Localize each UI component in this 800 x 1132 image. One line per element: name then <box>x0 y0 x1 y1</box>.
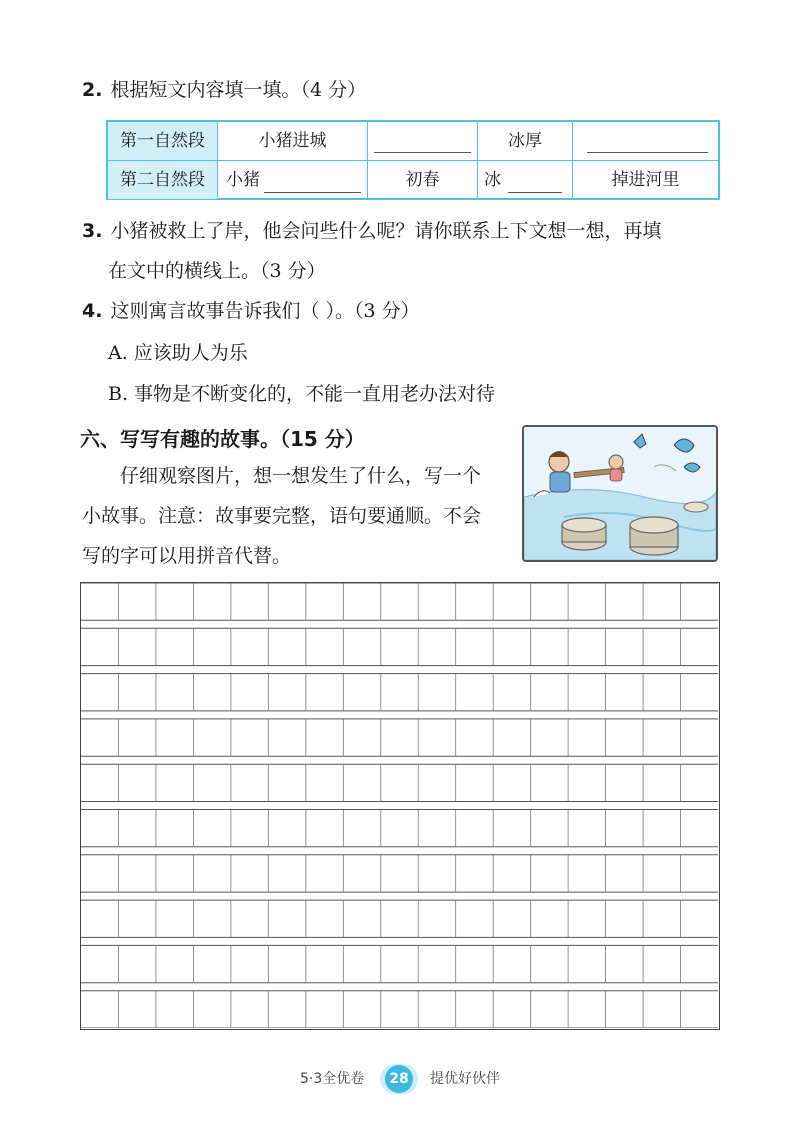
writing-grid[interactable] <box>80 582 720 1030</box>
page-number: 28 <box>385 1065 413 1093</box>
footer-brand: 5·3全优卷 <box>300 1071 365 1087</box>
question-text: 小猪被救上了岸，他会问些什么呢？请你联系上下文想一想，再填 <box>110 220 662 242</box>
section-title: 六、写写有趣的故事。（15 分） <box>80 427 365 451</box>
option-b[interactable]: B. 事物是不断变化的，不能一直用老办法对待 <box>108 383 496 405</box>
footer-slogan: 提优好伙伴 <box>430 1071 500 1087</box>
instruction-line: 小故事。注意：故事要完整，语句要通顺。不会 <box>82 505 482 527</box>
question-number: 4. <box>82 300 103 322</box>
table-row-header: 第一自然段 <box>108 122 218 160</box>
question-4 <box>82 298 420 324</box>
answer-line <box>508 192 562 193</box>
table-cell: 冰厚 <box>478 122 573 160</box>
table-cell-with-blank[interactable] <box>478 161 573 199</box>
grid-lines <box>81 583 718 1028</box>
question-2 <box>82 77 366 103</box>
question-text: 根据短文内容填一填。（4 分） <box>110 79 367 101</box>
question-3-continued: 在文中的横线上。（3 分） <box>108 260 326 282</box>
question-3 <box>82 218 661 244</box>
question-number: 3. <box>82 220 103 242</box>
option-a[interactable]: A. 应该助人为乐 <box>108 342 248 364</box>
instruction-line: 写的字可以用拼音代替。 <box>82 545 292 567</box>
cell-prefix: 小猪 <box>226 170 260 190</box>
table-cell: 小猪进城 <box>218 122 368 160</box>
illustration-drawing <box>524 427 716 560</box>
table-row-header: 第二自然段 <box>108 161 218 199</box>
cell-prefix: 冰 <box>484 170 501 190</box>
instruction-line: 仔细观察图片，想一想发生了什么，写一个 <box>120 465 482 487</box>
answer-line <box>374 152 471 153</box>
table-cell: 掉进河里 <box>611 170 680 190</box>
table-cell: 初春 <box>368 161 478 199</box>
table-row <box>108 122 718 161</box>
answer-blank-cell[interactable] <box>573 122 718 160</box>
story-illustration <box>522 425 718 562</box>
question-text: 这则寓言故事告诉我们（ ）。（3 分） <box>110 300 420 322</box>
question-number: 2. <box>82 79 103 101</box>
answer-line <box>587 152 708 153</box>
table-row <box>108 161 718 199</box>
answer-line <box>264 192 361 193</box>
answer-blank-cell[interactable] <box>368 122 478 160</box>
table-cell-with-blank[interactable] <box>218 161 368 199</box>
fill-table <box>106 120 720 200</box>
